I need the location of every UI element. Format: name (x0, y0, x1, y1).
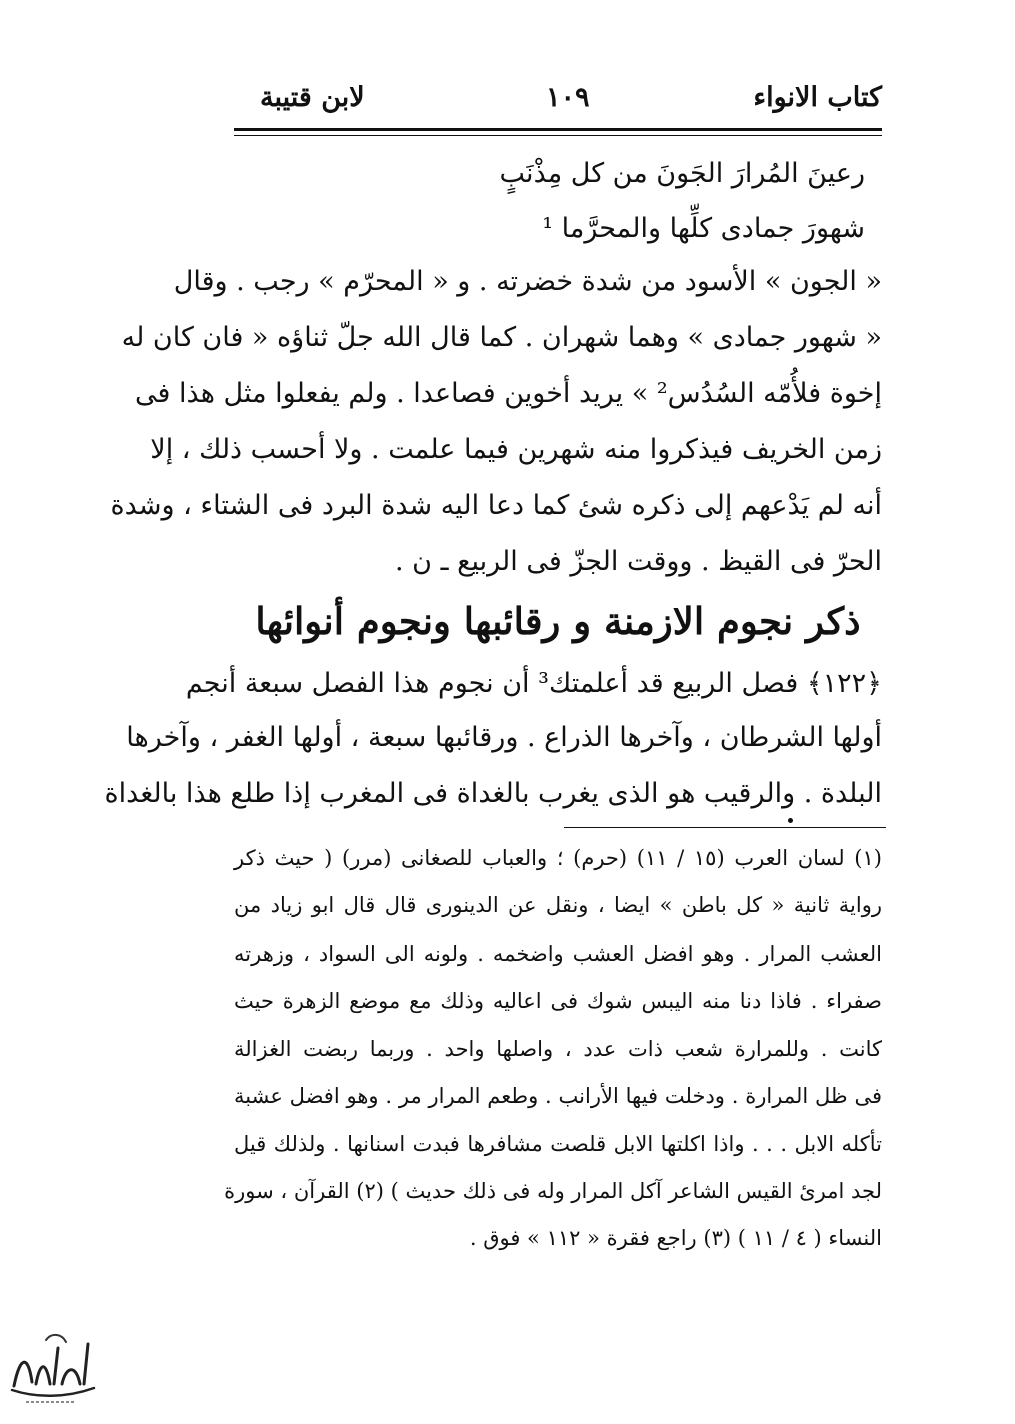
paragraph-line: أولها الشرطان ، وآخرها الذراع . ورقائبها سبعة ، أولها الغفر ، وآخرها (126, 722, 882, 753)
footnote-line: (١) لسان العرب (١٥ / ١١) (حرم) ؛ والعباب للصغانى (مرر) ( حيث ذكر (234, 846, 882, 870)
header-rule-thick (234, 128, 882, 131)
footnote-line: كانت . وللمرارة شعب ذات عدد ، واصلها واحد . وربما ربضت الغزالة (234, 1037, 882, 1061)
footnote-line: رواية ثانية « كل باطن » ايضا ، ونقل عن الدينورى قال قال ابو زياد من (234, 893, 882, 917)
verse-line: رعينَ المُرارَ الجَونَ من كل مِذْنَبٍ (499, 158, 865, 189)
paragraph-line: زمن الخريف فيذكروا منه شهرين فيما علمت . ولا أحسب ذلك ، إلا (150, 434, 882, 465)
verse-line: شهورَ جمادى كلِّها والمحرَّما ¹ (542, 213, 865, 244)
header-rule-thin (234, 135, 882, 136)
paragraph-line: ﴿١٢٢﴾ فصل الربيع قد أعلمتك³ أن نجوم هذا الفصل سبعة أنجم (185, 668, 882, 699)
footnote-line: تأكله الابل . . . واذا اكلتها الابل قلصت مشافرها فبدت اسنانها . ولذلك قيل (234, 1132, 882, 1156)
paragraph-line: إخوة فلأُمّه السُدُس² » يريد أخوين فصاعدا . ولم يفعلوا مثل هذا فى (135, 378, 882, 409)
page-number: ١٠٩ (546, 82, 590, 113)
paragraph-line: « الجون » الأسود من شدة خضرته . و « المحرّم » رجب . وقال (173, 266, 882, 297)
book-title: كتاب الانواء (753, 82, 882, 113)
footnote-line: فى ظل المرارة . ودخلت فيها الأرانب . وطعم المرار مر . وهو افضل عشبة (234, 1084, 882, 1108)
footnote-line: لجد امرئ القيس الشاعر آكل المرار وله فى ذلك حديث ) (٢) القرآن ، سورة (224, 1179, 882, 1203)
footnote-line: صفراء . فاذا دنا منه اليبس شوك فى اعاليه وذلك مع موضع الزهرة حيث (234, 989, 882, 1013)
paragraph-line: « شهور جمادى » وهما شهران . كما قال الله جلّ ثناؤه « فان كان له (121, 322, 882, 353)
ink-dot (788, 818, 793, 823)
section-heading: ذكر نجوم الازمنة و رقائبها ونجوم أنوائها (255, 599, 861, 643)
library-stamp-logo (6, 1326, 98, 1408)
page-header (236, 78, 882, 124)
footnote-rule (564, 827, 886, 828)
footnote-line: النساء ( ٤ / ١١ ) (٣) راجع فقرة « ١١٢ » فوق . (469, 1226, 882, 1250)
footnote-line: العشب المرار . وهو افضل العشب واضخمه . ولونه الى السواد ، وزهرته (234, 942, 882, 966)
paragraph-line: أنه لم يَدْعهم إلى ذكره شئ كما دعا اليه شدة البرد فى الشتاء ، وشدة (110, 490, 882, 521)
author-name: لابن قتيبة (260, 82, 365, 113)
paragraph-line: الحرّ فى القيظ . ووقت الجزّ فى الربيع ـ ن . (395, 546, 882, 577)
paragraph-line: البلدة . والرقيب هو الذى يغرب بالغداة فى المغرب إذا طلع هذا بالغداة (104, 778, 882, 809)
